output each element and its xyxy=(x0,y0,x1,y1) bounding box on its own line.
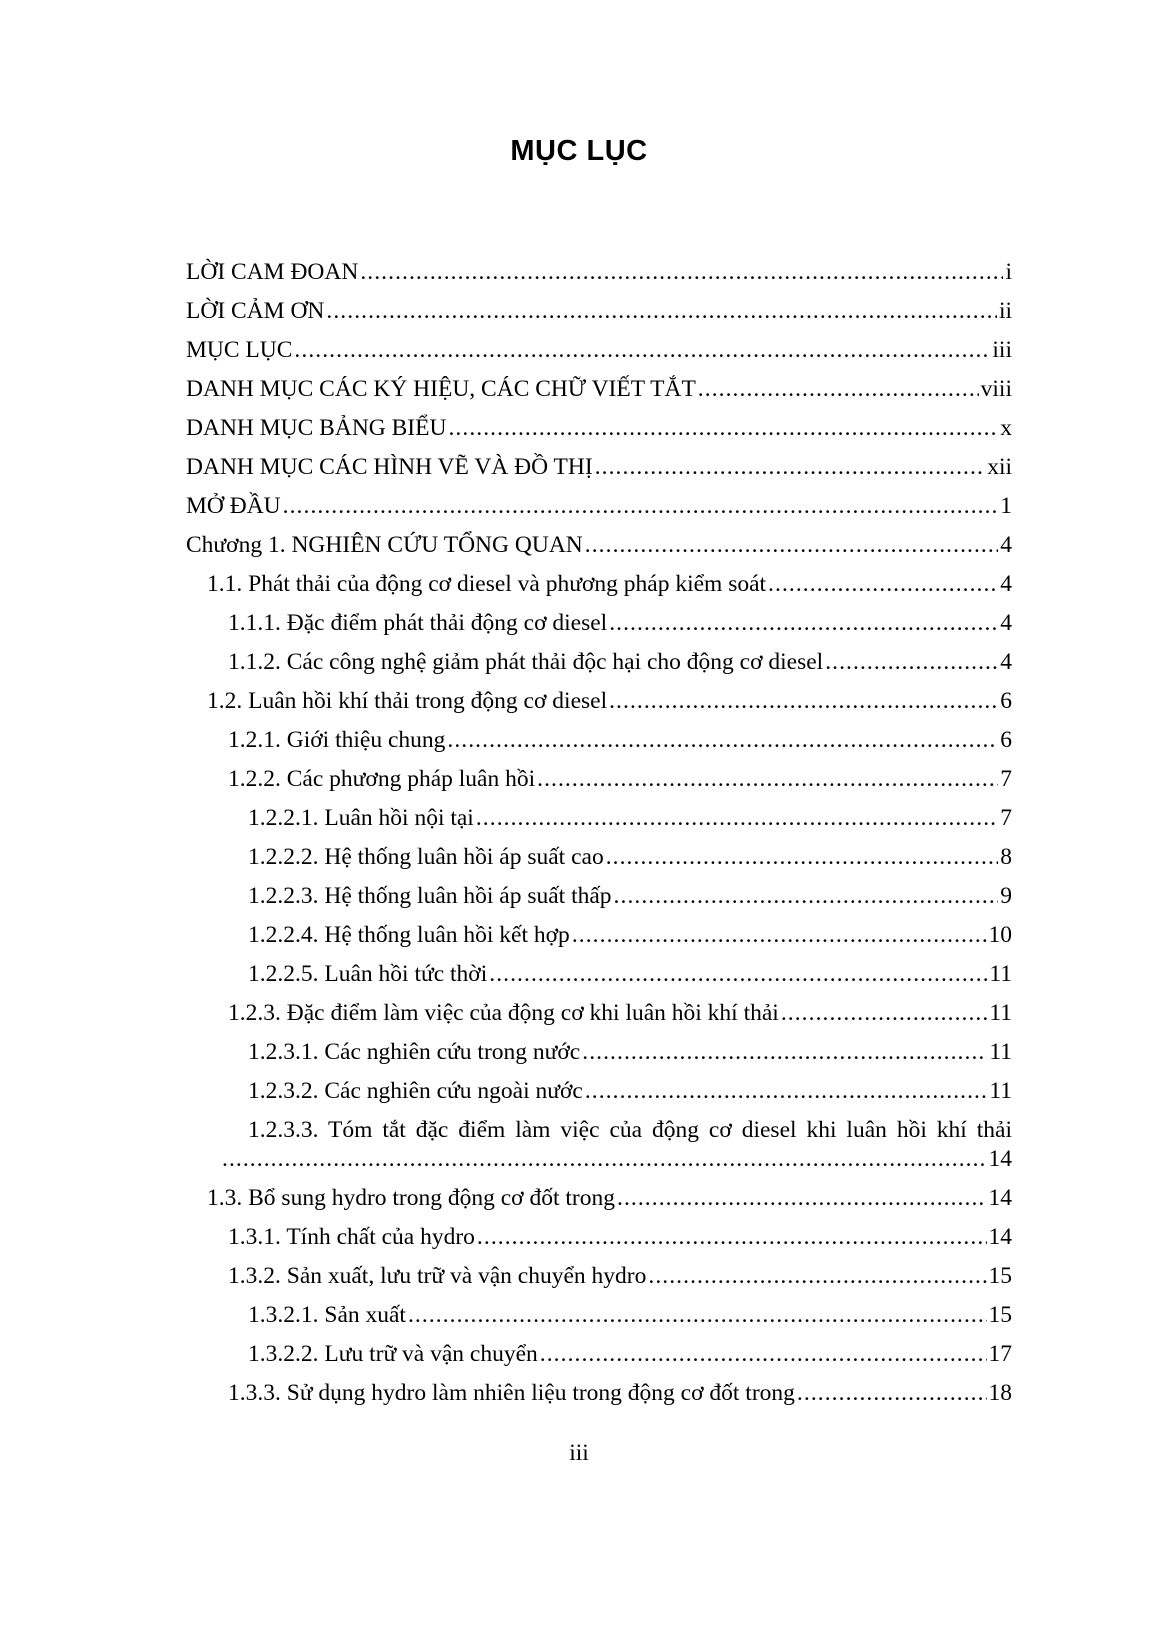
toc-entry-page: 14 xyxy=(988,1185,1012,1211)
toc-leader-dots xyxy=(609,685,998,717)
toc-entry-page: 18 xyxy=(988,1380,1012,1406)
toc-entry xyxy=(248,880,1012,912)
toc-leader-dots xyxy=(447,724,998,756)
toc-leader-dots xyxy=(781,997,988,1029)
toc-entry xyxy=(186,451,1012,483)
toc-leader-dots xyxy=(595,451,985,483)
page-number-footer: iii xyxy=(569,1440,589,1466)
toc-leader-dots xyxy=(617,1182,987,1214)
toc-leader-dots xyxy=(326,295,997,327)
toc-entry-page: i xyxy=(1005,259,1012,285)
toc-entry-label: 1.2. Luân hồi khí thải trong động cơ diesel xyxy=(207,688,608,714)
toc-entry xyxy=(248,1338,1012,1370)
toc-entry xyxy=(186,334,1012,366)
toc-leader-dots xyxy=(572,919,987,951)
toc-entry-label: 1.2.2. Các phương pháp luân hồi xyxy=(228,766,536,792)
toc-leader-dots xyxy=(698,373,979,405)
toc-leader-dots xyxy=(360,256,1003,288)
toc-entry-page: viii xyxy=(980,376,1012,402)
toc-entry-page: 7 xyxy=(1000,805,1012,831)
toc-entry xyxy=(248,958,1012,990)
toc-entry xyxy=(228,724,1012,756)
toc-entry-page: iii xyxy=(992,337,1012,363)
toc-leader-dots xyxy=(448,412,998,444)
toc-entry-page: 4 xyxy=(1000,649,1012,675)
toc-leader-dots xyxy=(477,1221,987,1253)
toc-leader-dots xyxy=(797,1377,987,1409)
toc-entry-page: 9 xyxy=(1000,883,1012,909)
toc-entry xyxy=(186,529,1012,561)
toc-leader-dots xyxy=(825,646,998,678)
toc-entry-page: x xyxy=(1000,415,1012,441)
page-title: MỤC LỤC xyxy=(510,135,648,167)
toc-entry xyxy=(186,373,1012,405)
toc-leader-dots xyxy=(408,1299,987,1331)
toc-entry-page: 14 xyxy=(988,1224,1012,1250)
toc-entry-label: 1.1. Phát thải của động cơ diesel và phương pháp kiểm soát xyxy=(207,571,767,597)
toc-entry-page: 11 xyxy=(989,1078,1012,1104)
toc-leader-dots xyxy=(768,568,998,600)
toc-entry-page: 6 xyxy=(1000,727,1012,753)
toc-entry-label: MỤC LỤC xyxy=(186,337,293,363)
toc-entry-label: LỜI CAM ĐOAN xyxy=(186,259,359,285)
toc-leader-dots xyxy=(648,1260,986,1292)
toc-leader-dots xyxy=(609,607,998,639)
toc-entry-page: 17 xyxy=(988,1341,1012,1367)
toc-leader-dots xyxy=(294,334,990,366)
toc-leader-dots xyxy=(222,1143,987,1175)
toc-entry-page: 14 xyxy=(988,1146,1012,1172)
toc-entry-label: 1.2.2.1. Luân hồi nội tại xyxy=(248,805,474,831)
toc-entry-label: LỜI CẢM ƠN xyxy=(186,298,325,324)
toc-entry xyxy=(248,1036,1012,1068)
toc-entry xyxy=(186,490,1012,522)
toc-leader-dots xyxy=(614,880,999,912)
toc-entry-label: 1.2.3. Đặc điểm làm việc của động cơ khi luân hồi khí thải xyxy=(228,1000,779,1026)
toc-entry-wrapped-label: 1.2.3.3. Tóm tắt đặc điểm làm việc của động cơ diesel khi luân hồi khí thải xyxy=(248,1117,1012,1143)
toc-entry-label: 1.3.1. Tính chất của hydro xyxy=(228,1224,475,1250)
toc-entry-page: ii xyxy=(998,298,1012,324)
toc-entry xyxy=(228,763,1012,795)
toc-entry xyxy=(228,1260,1012,1292)
toc-entry xyxy=(186,412,1012,444)
toc-leader-dots xyxy=(606,841,999,873)
toc-entry-page: 11 xyxy=(989,1000,1012,1026)
toc-entry xyxy=(222,1143,1012,1175)
toc-entry-label: DANH MỤC CÁC HÌNH VẼ VÀ ĐỒ THỊ xyxy=(186,454,593,480)
toc-entry-label: MỞ ĐẦU xyxy=(186,493,281,519)
toc-entry-label: Chương 1. NGHIÊN CỨU TỔNG QUAN xyxy=(186,532,583,558)
toc-entry-page: 8 xyxy=(1000,844,1012,870)
toc-entry xyxy=(207,568,1012,600)
toc-entry-label: 1.2.3.2. Các nghiên cứu ngoài nước xyxy=(248,1078,583,1104)
toc-entry xyxy=(207,685,1012,717)
toc-entry-page: xii xyxy=(987,454,1012,480)
toc-entry xyxy=(228,1377,1012,1409)
toc-entry xyxy=(248,1075,1012,1107)
toc-entry-page: 6 xyxy=(1000,688,1012,714)
toc-entry-label: 1.3.2. Sản xuất, lưu trữ và vận chuyển hydro xyxy=(228,1263,647,1289)
toc-entry-label: DANH MỤC CÁC KÝ HIỆU, CÁC CHỮ VIẾT TẮT xyxy=(186,376,696,402)
toc-entry-page: 11 xyxy=(989,1039,1012,1065)
toc-entry xyxy=(248,919,1012,951)
toc-entry-label: 1.2.2.5. Luân hồi tức thời xyxy=(248,961,488,987)
toc-leader-dots xyxy=(537,763,998,795)
toc-entry-label: 1.2.2.2. Hệ thống luân hồi áp suất cao xyxy=(248,844,604,870)
toc-entry xyxy=(228,646,1012,678)
toc-entry-page: 7 xyxy=(1000,766,1012,792)
toc-leader-dots xyxy=(582,1036,987,1068)
toc-entry-label: 1.2.2.3. Hệ thống luân hồi áp suất thấp xyxy=(248,883,612,909)
toc-entry-label: 1.2.3.1. Các nghiên cứu trong nước xyxy=(248,1039,581,1065)
toc-entry-label: 1.3.3. Sử dụng hydro làm nhiên liệu trong động cơ đốt trong xyxy=(228,1380,795,1406)
toc-entry-label: 1.3. Bổ sung hydro trong động cơ đốt trong xyxy=(207,1185,615,1211)
toc-entry-label: 1.3.2.1. Sản xuất xyxy=(248,1302,406,1328)
toc-leader-dots xyxy=(585,1075,988,1107)
toc-entry-label: 1.2.2.4. Hệ thống luân hồi kết hợp xyxy=(248,922,570,948)
toc-entry-page: 15 xyxy=(988,1302,1012,1328)
toc-entry-page: 11 xyxy=(989,961,1012,987)
toc-leader-dots xyxy=(476,802,998,834)
toc-entry-label: 1.2.1. Giới thiệu chung xyxy=(228,727,446,753)
toc-entry-page: 1 xyxy=(1000,493,1012,519)
toc-entry xyxy=(186,295,1012,327)
toc-entry-page: 4 xyxy=(1000,571,1012,597)
toc-entry xyxy=(207,1182,1012,1214)
toc-leader-dots xyxy=(489,958,987,990)
toc-entry-page: 4 xyxy=(1000,610,1012,636)
toc-entry-label: 1.1.1. Đặc điểm phát thải động cơ diesel xyxy=(228,610,608,636)
toc-entry xyxy=(228,1221,1012,1253)
toc-entry-page: 4 xyxy=(1000,532,1012,558)
toc-entry-page: 15 xyxy=(988,1263,1012,1289)
toc-entry xyxy=(248,1299,1012,1331)
toc-entry-label: 1.1.2. Các công nghệ giảm phát thải độc hại cho động cơ diesel xyxy=(228,649,824,675)
toc-leader-dots xyxy=(540,1338,987,1370)
toc-entry-label: 1.3.2.2. Lưu trữ và vận chuyển xyxy=(248,1341,538,1367)
toc-entry xyxy=(186,256,1012,288)
toc-entry xyxy=(228,607,1012,639)
toc-entry-page: 10 xyxy=(988,922,1012,948)
toc-leader-dots xyxy=(283,490,999,522)
toc-entry xyxy=(248,841,1012,873)
toc-entry xyxy=(228,997,1012,1029)
toc-entry-label: DANH MỤC BẢNG BIỂU xyxy=(186,415,447,441)
toc-entry xyxy=(248,802,1012,834)
toc-leader-dots xyxy=(585,529,998,561)
